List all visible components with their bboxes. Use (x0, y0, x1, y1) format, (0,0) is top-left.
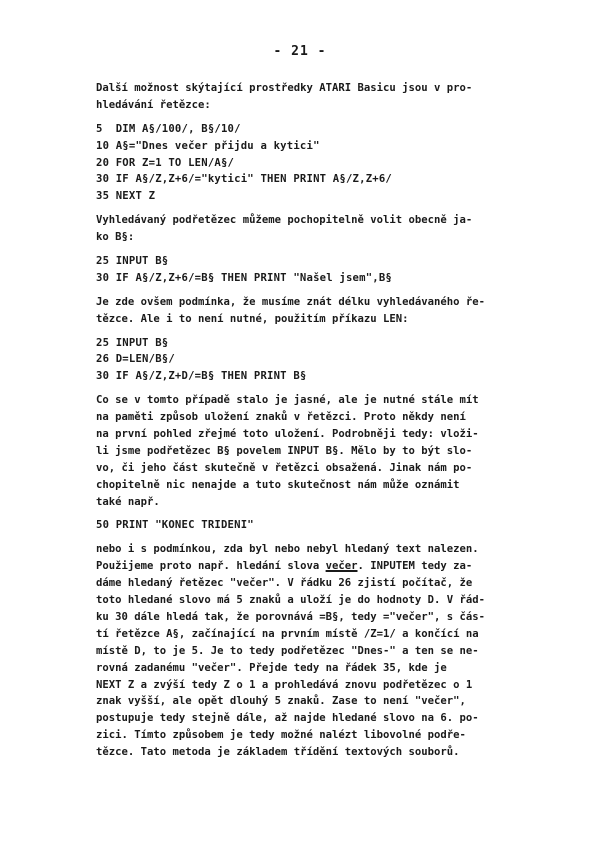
text-line: chopitelně nic nenajde a tuto skutečnost nám může oznámit (96, 478, 460, 491)
block-gap (96, 385, 536, 392)
block-gap (96, 510, 536, 517)
code-line: 25 INPUT B§ (96, 336, 169, 349)
text-line: Vyhledávaný podřetězec můžeme pochopitelně volit obecně ja- (96, 214, 473, 227)
paragraph (96, 80, 536, 114)
text-line: NEXT Z a zvýší tedy Z o 1 a prohledává znovu podřetězec o 1 (96, 678, 473, 691)
text-line: ku 30 dále hledá tak, že porovnává =B§, tedy ="večer", s čás- (96, 610, 486, 623)
text-line: zici. Tímto způsobem je tedy možné nalézt libovolné podře- (96, 729, 466, 742)
text-line: Použijeme proto např. hledání slova večer. INPUTEM tedy za- (96, 560, 473, 573)
text-line: nebo i s podmínkou, zda byl nebo nebyl hledaný text nalezen. (96, 543, 479, 556)
text-line: Je zde ovšem podmínka, že musíme znát délku vyhledávaného ře- (96, 295, 486, 308)
text-line: tězce. Tato metoda je základem třídění textových souborů. (96, 746, 460, 759)
text-line: li jsme podřetězec B§ povelem INPUT B§. Mělo by to být slo- (96, 444, 473, 457)
text-line: rovná zadanému "večer". Přejde tedy na řádek 35, kde je (96, 661, 447, 674)
code-line: 10 A§="Dnes večer přijdu a kytici" (96, 139, 320, 152)
text-line: ko B§: (96, 231, 135, 244)
block-gap (96, 114, 536, 121)
paragraph (96, 541, 536, 761)
code-listing (96, 517, 536, 534)
text-line: na první pohled zřejmé toto uložení. Podrobněji tedy: vloži- (96, 428, 479, 441)
code-listing (96, 121, 536, 205)
text-line: toto hledané slovo má 5 znaků a uloží je do hodnoty D. V řád- (96, 594, 486, 607)
text-line: Co se v tomto případě stalo je jasné, ale je nutné stále mít (96, 394, 479, 407)
code-line: 30 IF A§/Z,Z+6/=B§ THEN PRINT "Našel jsem",B§ (96, 271, 393, 284)
paragraph (96, 212, 536, 246)
text-line: vo, či jeho část skutečně v řetězci obsažená. Jinak nám po- (96, 461, 473, 474)
code-line: 25 INPUT B§ (96, 255, 169, 268)
code-line: 30 IF A§/Z,Z+D/=B§ THEN PRINT B§ (96, 370, 307, 383)
code-line: 50 PRINT "KONEC TRIDENI" (96, 519, 254, 532)
code-listing (96, 335, 536, 386)
block-gap (96, 534, 536, 541)
block-gap (96, 205, 536, 212)
underlined-word: večer (325, 560, 358, 573)
block-gap (96, 246, 536, 253)
text-line: tězce. Ale i to není nutné, použitím příkazu LEN: (96, 312, 409, 325)
text-line: hledávání řetězce: (96, 98, 211, 111)
text-line: znak vyšší, ale opět dlouhý 5 znaků. Zase to není "večer", (96, 695, 466, 708)
text-line: místě D, to je 5. Je to tedy podřetězec "Dnes-" a ten se ne- (96, 644, 479, 657)
block-gap (96, 287, 536, 294)
text-line: tí řetězce A§, začínající na prvním místě /Z=1/ a končící na (96, 627, 479, 640)
text-line: postupuje tedy stejně dále, až najde hledané slovo na 6. po- (96, 712, 479, 725)
text-line: na paměti způsob uložení znaků v řetězci. Proto někdy není (96, 411, 466, 424)
paragraph (96, 392, 536, 510)
code-line: 30 IF A§/Z,Z+6/="kytici" THEN PRINT A§/Z,Z+6/ (96, 173, 393, 186)
text-line: Další možnost skýtající prostředky ATARI Basicu jsou v pro- (96, 82, 473, 94)
code-line: 26 D=LEN/B§/ (96, 353, 175, 366)
page-number: - 21 - (273, 44, 327, 59)
code-line: 35 NEXT Z (96, 190, 156, 203)
code-line: 20 FOR Z=1 TO LEN/A§/ (96, 156, 235, 169)
code-listing (96, 253, 536, 287)
block-gap (96, 328, 536, 335)
paragraph (96, 294, 536, 328)
text-line: dáme hledaný řetězec "večer". V řádku 26 zjistí počítač, že (96, 577, 473, 590)
page-content (96, 80, 536, 761)
code-line: 5 DIM A§/100/, B§/10/ (96, 122, 241, 135)
text-line: také např. (96, 495, 160, 508)
